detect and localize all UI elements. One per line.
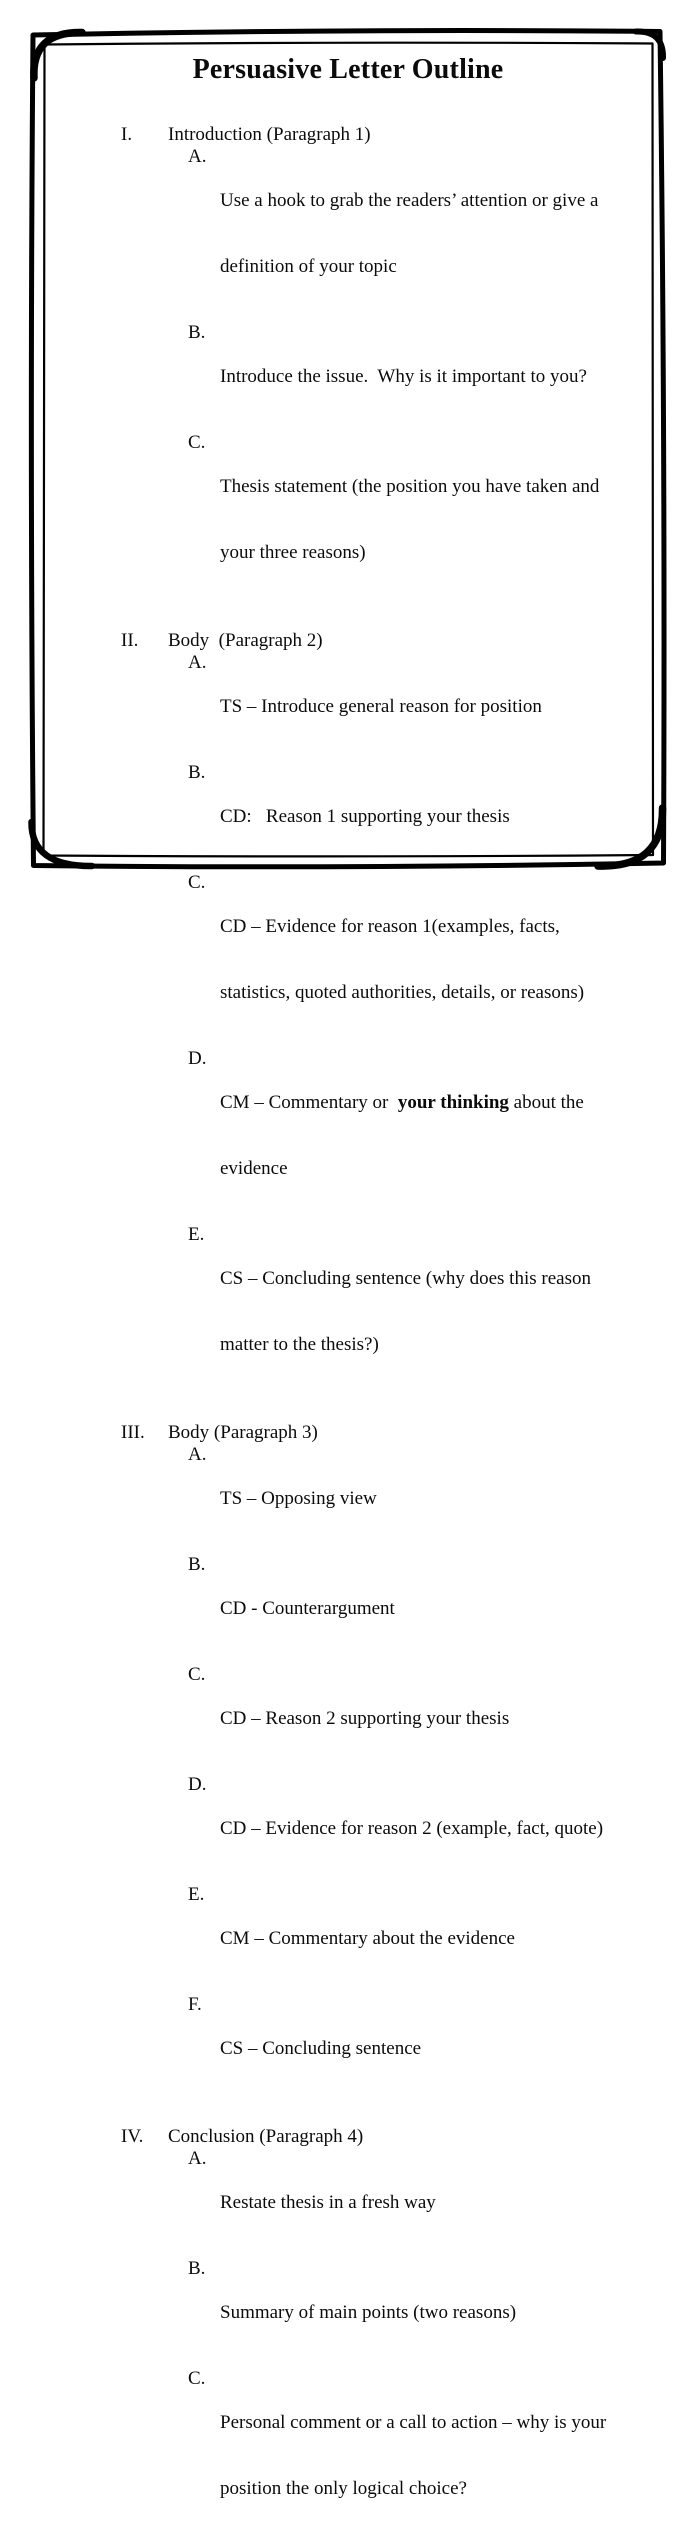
item-line: Summary of main points (two reasons) xyxy=(220,2302,517,2323)
item-line: CD – Reason 2 supporting your thesis xyxy=(220,1708,510,1729)
item-text xyxy=(220,1884,515,1994)
outline-item xyxy=(188,1444,636,1554)
section-conclusion xyxy=(121,2126,636,2544)
item-text xyxy=(220,1224,591,1400)
outline-item xyxy=(188,322,636,432)
item-text xyxy=(220,1444,377,1554)
item-text xyxy=(220,2368,606,2544)
item-label: F. xyxy=(188,1994,202,2015)
item-label: C. xyxy=(188,872,206,893)
item-line: CM – Commentary about the evidence xyxy=(220,1928,515,1949)
item-text xyxy=(220,1048,584,1224)
outline-item xyxy=(188,762,636,872)
section-numeral: IV. xyxy=(121,2126,144,2147)
item-line: matter to the thesis?) xyxy=(220,1334,379,1355)
item-label: A. xyxy=(188,652,207,673)
item-line: Personal comment or a call to action – why is your xyxy=(220,2412,607,2433)
item-label: E. xyxy=(188,1884,205,1905)
item-line: CS – Concluding sentence (why does this reason xyxy=(220,1268,591,1289)
outline-item xyxy=(188,432,636,608)
document-title: Persuasive Letter Outline xyxy=(192,54,504,85)
item-line: Restate thesis in a fresh way xyxy=(220,2192,436,2213)
item-label: C. xyxy=(188,1664,206,1685)
item-line: CD: Reason 1 supporting your thesis xyxy=(220,806,510,827)
item-text xyxy=(220,146,598,322)
item-line: TS – Opposing view xyxy=(220,1488,377,1509)
item-line: Thesis statement (the position you have taken and xyxy=(220,476,600,497)
outline-item xyxy=(188,872,636,1048)
item-text xyxy=(220,432,599,608)
item-label: E. xyxy=(188,1224,205,1245)
outline-item xyxy=(188,146,636,322)
item-label: A. xyxy=(188,2148,207,2169)
section-numeral: I. xyxy=(121,124,133,145)
outline-item xyxy=(188,1664,636,1774)
outline-item xyxy=(188,2368,636,2544)
item-text xyxy=(220,2258,516,2368)
item-label: C. xyxy=(188,2368,206,2389)
section-body-3 xyxy=(121,1422,636,2104)
item-line: Use a hook to grab the readers’ attention or give a xyxy=(220,190,599,211)
item-line: CD - Counterargument xyxy=(220,1598,395,1619)
item-label: B. xyxy=(188,762,206,783)
item-line: CS – Concluding sentence xyxy=(220,2038,422,2059)
item-line: evidence xyxy=(220,1158,288,1179)
item-label: A. xyxy=(188,1444,207,1465)
item-line xyxy=(220,1092,584,1114)
item-line: your three reasons) xyxy=(220,542,366,563)
item-line-bold-segment: your thinking xyxy=(397,1092,509,1113)
section-heading-row xyxy=(121,1422,636,1444)
item-label: A. xyxy=(188,146,207,167)
item-label: B. xyxy=(188,2258,206,2279)
outline-item xyxy=(188,2148,636,2258)
item-text xyxy=(220,1664,509,1774)
section-numeral: III. xyxy=(121,1422,145,1443)
item-line: CD – Evidence for reason 2 (example, fact, quote) xyxy=(220,1818,604,1839)
item-text xyxy=(220,652,542,762)
section-heading: Body (Paragraph 2) xyxy=(168,630,323,651)
outline-item xyxy=(188,1994,636,2104)
outline-item xyxy=(188,2258,636,2368)
section-heading: Introduction (Paragraph 1) xyxy=(168,124,371,145)
item-line: definition of your topic xyxy=(220,256,397,277)
item-line-segment: about the xyxy=(508,1092,584,1113)
section-heading-row xyxy=(121,630,636,652)
outline-item xyxy=(188,1554,636,1664)
item-text xyxy=(220,322,587,432)
item-label: B. xyxy=(188,1554,206,1575)
item-line: TS – Introduce general reason for position xyxy=(220,696,542,717)
item-label: B. xyxy=(188,322,206,343)
item-line: statistics, quoted authorities, details, or reasons) xyxy=(220,982,585,1003)
item-line: CD – Evidence for reason 1(examples, facts, xyxy=(220,916,560,937)
section-introduction xyxy=(121,124,636,608)
outline-item xyxy=(188,1774,636,1884)
section-numeral: II. xyxy=(121,630,139,651)
item-label: C. xyxy=(188,432,206,453)
item-text xyxy=(220,1774,603,1884)
item-label: D. xyxy=(188,1774,207,1795)
section-heading-row xyxy=(121,2126,636,2148)
item-label: D. xyxy=(188,1048,207,1069)
outline-item xyxy=(188,1224,636,1400)
item-text xyxy=(220,1994,421,2104)
outline-item xyxy=(188,652,636,762)
section-body-2 xyxy=(121,630,636,1400)
section-heading: Body (Paragraph 3) xyxy=(168,1422,318,1443)
item-text xyxy=(220,872,584,1048)
item-line: position the only logical choice? xyxy=(220,2478,467,2499)
section-heading-row xyxy=(121,124,636,146)
item-line-segment: CM – Commentary or xyxy=(220,1092,398,1113)
section-heading: Conclusion (Paragraph 4) xyxy=(168,2126,364,2147)
outline-item xyxy=(188,1048,636,1224)
outline xyxy=(121,124,636,2544)
item-text xyxy=(220,2148,436,2258)
outline-item xyxy=(188,1884,636,1994)
item-text xyxy=(220,1554,395,1664)
item-line: Introduce the issue. Why is it important to you? xyxy=(220,366,587,387)
item-text xyxy=(220,762,510,872)
